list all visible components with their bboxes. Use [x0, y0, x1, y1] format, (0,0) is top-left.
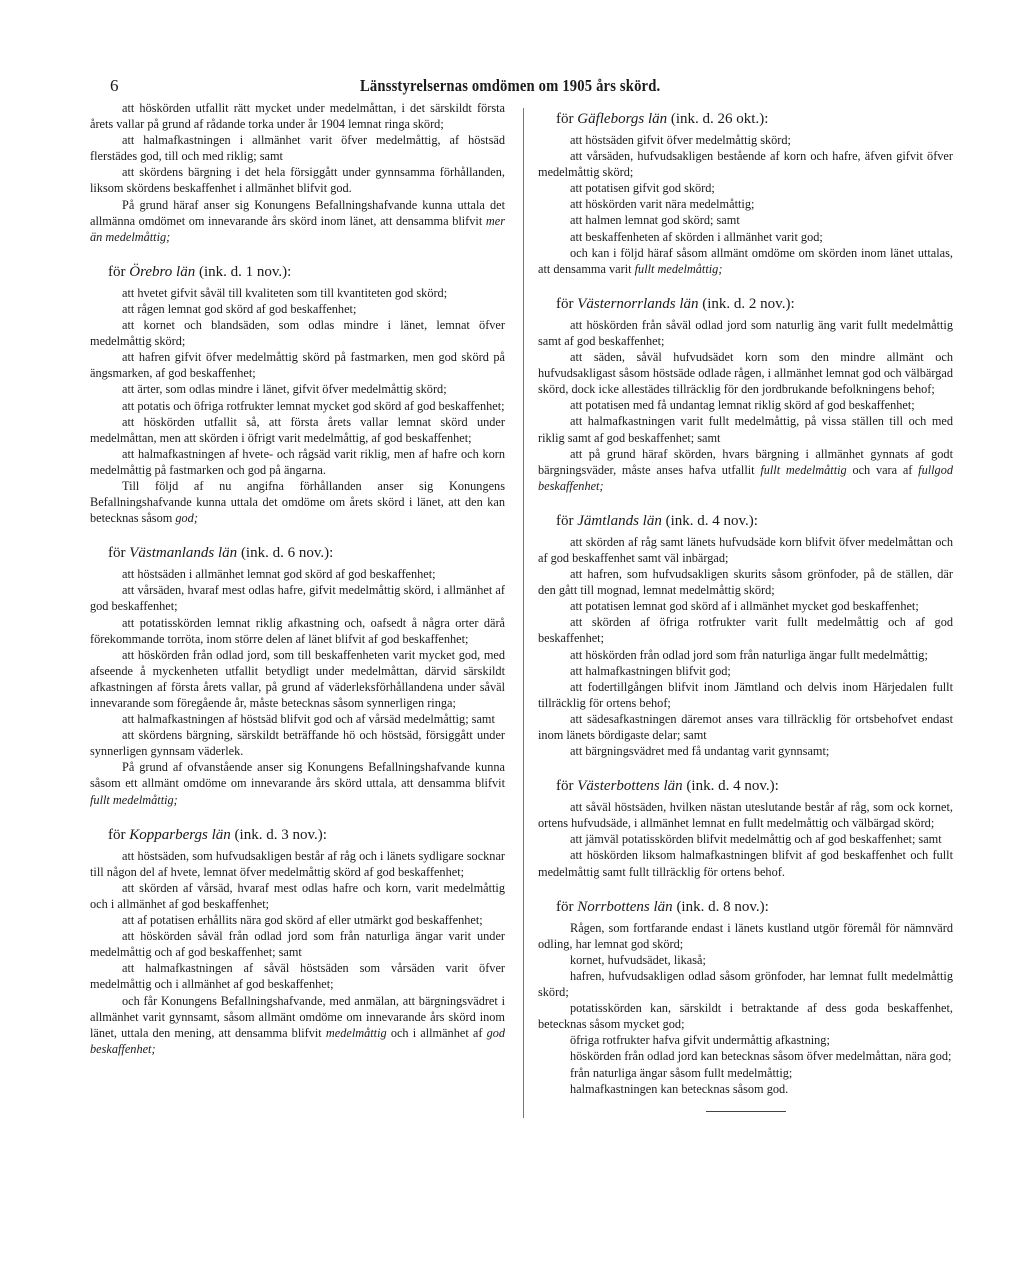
verdict: medelmåttig [325, 1025, 387, 1040]
paragraph: att höstsäden, som hufvudsakligen består af råg och i länets sydligare socknar till någon del af hvete, lemnat öfver medelmåttig skörd af god beskaffenhet; [90, 848, 505, 879]
paragraph: potatisskörden kan, särskildt i betraktande af dess goda beskaffenhet, betecknas såsom mycket god; [538, 1001, 953, 1032]
page-number: 6 [110, 76, 119, 95]
verdict: fullt medelmåttig [760, 462, 847, 477]
running-head: Länsstyrelsernas omdömen om 1905 års skörd. [360, 76, 661, 95]
paragraph: att skördens bärgning i det hela försiggått under gynnsamma förhållanden, liksom skördens beskaffenhet i allmänhet blifvit god. [90, 165, 505, 196]
section-heading: för Västmanlands län (ink. d. 6 nov.): [108, 545, 334, 562]
paragraph: att höstsäden i allmänhet lemnat god skörd af god beskaffenhet; [122, 567, 436, 582]
paragraph: höskörden från odlad jord kan betecknas såsom öfver medelmåttan, nära god; [570, 1049, 952, 1064]
verdict: fullt medelmåttig; [90, 792, 178, 807]
paragraph: att beskaffenheten af skörden i allmänhet varit god; [570, 229, 823, 244]
section-vasternorrland [538, 295, 953, 494]
paragraph: att potatisen gifvit god skörd; [570, 181, 715, 196]
column-divider [523, 108, 524, 1118]
paragraph: att ärter, som odlas mindre i länet, gifvit öfver medelmåttig skörd; [122, 382, 447, 397]
paragraph: att skörden af öfriga rotfrukter varit fullt medelmåttig och af god beskaffenhet; [538, 615, 953, 646]
section-vasterbotten [538, 777, 953, 879]
section-jamtland [538, 512, 953, 759]
paragraph: att halmafkastningen i allmänhet varit öfver medelmåttig, af höstsäd flerstädes god, till och med riklig; samt [90, 133, 505, 164]
paragraph: att sädesafkastningen däremot anses vara tillräcklig för ortsbehofvet endast inom länets bördigaste delar; samt [538, 711, 953, 742]
paragraph: att potatisskörden lemnat riklig afkastning och, oafsedt å några orter därå förekommande torröta, inom större delen af länet blifvit af god beskaffenhet; [90, 615, 505, 646]
paragraph: att halmafkastningen af hvete- och rågsäd varit riklig, men af hafre och korn medelmåttig på fastmarken och god på ängarna. [90, 446, 505, 477]
left-column [90, 100, 505, 1057]
paragraph: att halmafkastningen blifvit god; [570, 663, 731, 678]
verdict: god; [175, 511, 198, 526]
paragraph: att höskörden utfallit rätt mycket under medelmåttan, i det särskildt första årets vallar på grund af rådande torka under år 1904 lemnat ringa skörd; [90, 101, 505, 132]
paragraph: att höskörden från odlad jord som från naturliga ängar fullt medelmåttig; [570, 647, 928, 662]
paragraph: att rågen lemnat god skörd af god beskaffenhet; [122, 301, 357, 316]
paragraph: halmafkastningen kan betecknas såsom god. [570, 1081, 789, 1096]
paragraph: att halmafkastningen af höstsäd blifvit god och af vårsäd medelmåttig; samt [122, 712, 495, 727]
paragraph: att såväl höstsäden, hvilken nästan uteslutande består af råg, som ock kornet, ortens hufvudsäde, i allmänhet lemnat en fullt medelmåttig och välbärgad skörd; [538, 800, 953, 831]
paragraph: att af potatisen erhållits nära god skörd af eller utmärkt god beskaffenhet; [122, 913, 483, 928]
section-heading: för Kopparbergs län (ink. d. 3 nov.): [108, 826, 327, 843]
paragraph: På grund häraf anser sig Konungens Befallningshafvande kunna uttala det allmänna omdömet om innevarande års skörd inom länet, att densamma blifvit mer än medelmåttig; [90, 197, 505, 244]
paragraph: från naturliga ängar såsom fullt medelmåttig; [570, 1065, 793, 1080]
paragraph: Till följd af nu angifna förhållanden anser sig Konungens Befallningshafvande kunna uttala det omdöme om årets skörd i länet, att den kan betecknas såsom god; [90, 478, 505, 526]
paragraph: att höskörden från odlad jord, som till beskaffenheten varit mycket god, med afseende å myckenheten utfallit betydligt under medelmåttan, därvid särskildt afkastningen af första årets vallar, på grund af väderleksförhållandena under såväl innevarande som föregående år, måste betecknas såsom synnerligen ringa; [90, 647, 505, 710]
paragraph: att hafren gifvit öfver medelmåttig skörd på fastmarken, men god skörd på ängsmarken, af god beskaffenhet; [90, 350, 505, 381]
paragraph: att höskörden från såväl odlad jord som naturlig äng varit fullt medelmåttig samt af god beskaffenhet; [538, 317, 953, 348]
paragraph: att potatis och öfriga rotfrukter lemnat mycket god skörd af god beskaffenhet; [122, 398, 505, 413]
paragraph: att höskörden liksom halmafkastningen blifvit af god beskaffenhet och fullt medelmåttig samt fullt tillräcklig för ortens behof. [538, 848, 953, 879]
verdict: fullt medelmåttig; [634, 261, 723, 276]
paragraph: att på grund häraf skörden, hvars bärgning i allmänhet gynnats af godt bärgningsväder, måste anses hafva utfallit fullt medelmåttig och vara af fullgod beskaffenhet; [538, 446, 953, 493]
section-heading: för Gäfleborgs län (ink. d. 26 okt.): [556, 111, 769, 127]
section-norrbotten [538, 898, 953, 1112]
paragraph: att säden, såväl hufvudsädet korn som den mindre allmänt och hufvudsakligast såsom höstsäde odlade rågen, i allmänhet lemnat god och välbärgad skörd, dock icke allestädes tillräcklig för den jordbrukande befolkningens behof; [538, 350, 953, 397]
section-vastmanland [90, 544, 505, 807]
paragraph: Rågen, som fortfarande endast i länets kustland utgör föremål för nämnvärd odling, har lemnat god skörd; [538, 920, 953, 951]
section-heading: för Västerbottens län (ink. d. 4 nov.): [556, 778, 779, 795]
section-heading: för Jämtlands län (ink. d. 4 nov.): [556, 512, 758, 529]
paragraph: På grund af ofvanstående anser sig Konungens Befallningshafvande kunna såsom ett allmänt omdöme om innevarande års skörd uttala, att densamma blifvit fullt medelmåttig; [90, 760, 505, 807]
intro-section [90, 100, 505, 245]
paragraph: att potatisen med få undantag lemnat riklig skörd af god beskaffenhet; [570, 398, 915, 413]
end-rule [706, 1111, 786, 1112]
paragraph: att höstsäden gifvit öfver medelmåttig skörd; [570, 133, 791, 147]
paragraph: hafren, hufvudsakligen odlad såsom grönfoder, har lemnat fullt medelmåttig skörd; [538, 968, 953, 1000]
paragraph: att höskörden varit nära medelmåttig; [570, 197, 755, 212]
section-kopparberg [90, 826, 505, 1057]
paragraph: att fodertillgången blifvit inom Jämtland och delvis inom Härjedalen fullt tillräcklig för ortens behof; [538, 679, 953, 710]
right-column [538, 100, 953, 1112]
paragraph: att halmen lemnat god skörd; samt [570, 213, 740, 228]
verdict: god beskaffenhet; [90, 1025, 506, 1056]
paragraph: att hvetet gifvit såväl till kvaliteten som till kvantiteten god skörd; [122, 285, 448, 300]
section-heading: för Norrbottens län (ink. d. 8 nov.): [556, 898, 769, 915]
paragraph: att skördens bärgning, särskildt beträffande hö och höstsäd, försiggått under synnerligen gynnsam väderlek. [90, 728, 505, 759]
section-orebro [90, 263, 505, 526]
verdict: fullgod beskaffenhet; [538, 462, 953, 493]
verdict: mer än medelmåttig; [90, 213, 505, 244]
paragraph: att jämväl potatisskörden blifvit medelmåttig och af god beskaffenhet; samt [570, 832, 942, 847]
paragraph: att hafren, som hufvudsakligen skurits såsom grönfoder, på de ställen, där den gått till mognad, lemnat medelmåttig skörd; [538, 567, 953, 598]
paragraph: och kan i följd häraf såsom allmänt omdöme om skörden inom länet uttalas, att densamma varit fullt medelmåttig; [538, 245, 953, 276]
section-gafleborg [538, 110, 953, 277]
paragraph: och får Konungens Befallningshafvande, med anmälan, att bärgningsvädret i allmänhet varit gynnsamt, såsom allmänt omdöme om innevarande års skörd inom länet, uttala den mening, att densamma blifvit medelmåttig och i allmänhet af god beskaffenhet; [90, 993, 506, 1056]
section-heading: för Västernorrlands län (ink. d. 2 nov.): [556, 295, 795, 312]
paragraph: att halmafkastningen af såväl höstsäden som vårsäden varit öfver medelmåttig och i allmänhet af god beskaffenhet; [90, 961, 505, 992]
paragraph: att höskörden utfallit så, att första årets vallar lemnat skörd under medelmåttan, men att skörden i öfrigt varit medelmåttig, af god beskaffenhet; [90, 414, 505, 445]
paragraph: öfriga rotfrukter hafva gifvit undermåttig afkastning; [570, 1033, 830, 1048]
paragraph: att vårsäden, hvaraf mest odlas hafre, gifvit medelmåttig skörd, i allmänhet af god beskaffenhet; [90, 583, 505, 614]
paragraph: att vårsäden, hufvudsakligen bestående af korn och hafre, äfven gifvit öfver medelmåttig skörd; [538, 149, 953, 180]
paragraph: att bärgningsvädret med få undantag varit gynnsamt; [570, 744, 830, 759]
section-heading: för Örebro län (ink. d. 1 nov.): [108, 263, 292, 280]
paragraph: att höskörden såväl från odlad jord som från naturliga ängar varit under medelmåttig och af god beskaffenhet; samt [90, 929, 505, 960]
paragraph: att potatisen lemnat god skörd af i allmänhet mycket god beskaffenhet; [570, 599, 919, 614]
paragraph: att kornet och blandsäden, som odlas mindre i länet, lemnat öfver medelmåttig skörd; [90, 318, 505, 349]
paragraph: att skörden af råg samt länets hufvudsäde korn blifvit öfver medelmåttan och af god beskaffenhet samt väl inbärgad; [538, 534, 953, 565]
paragraph: att halmafkastningen varit fullt medelmåttig, på vissa ställen till och med riklig samt af god beskaffenhet; samt [538, 414, 953, 445]
paragraph: att skörden af vårsäd, hvaraf mest odlas hafre och korn, varit medelmåttig och i allmänhet af god beskaffenhet; [90, 880, 505, 911]
paragraph: kornet, hufvudsädet, likaså; [570, 952, 706, 967]
